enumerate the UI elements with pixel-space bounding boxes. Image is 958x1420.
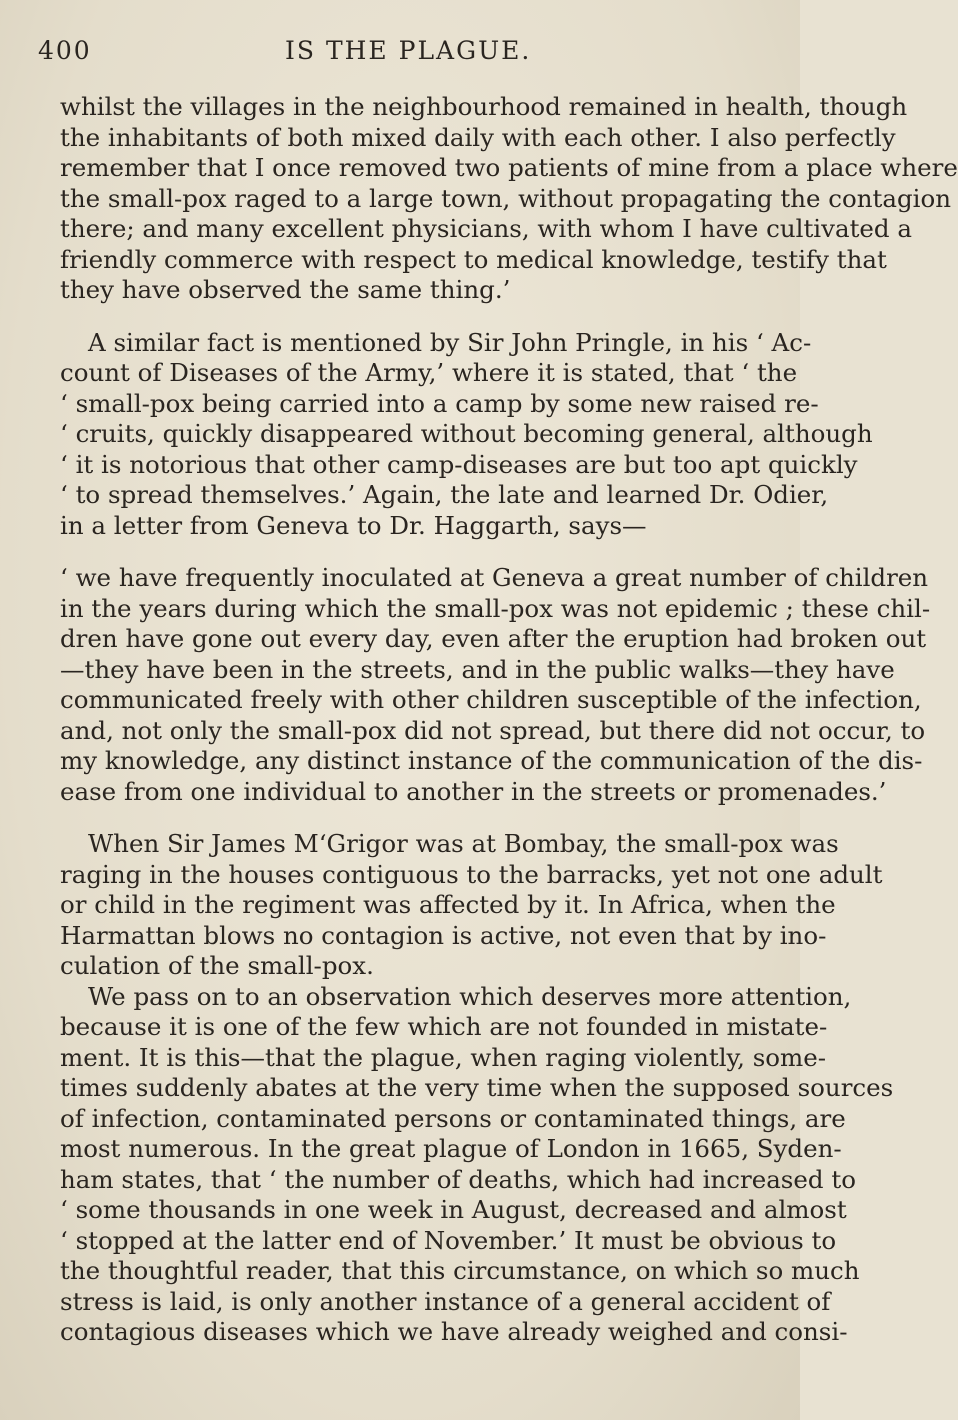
text-line: the small-pox raged to a large town, without propagating the contagion bbox=[60, 183, 952, 213]
text-line: contagious diseases which we have already weighed and consi- bbox=[60, 1317, 848, 1346]
text-line: in a letter from Geneva to Dr. Haggarth, says— bbox=[60, 510, 647, 540]
text-line: or child in the regiment was affected by it. In Africa, when the bbox=[60, 890, 836, 919]
text-line: most numerous. In the great plague of London in 1665, Syden- bbox=[60, 1134, 842, 1163]
text-line: ‘ to spread themselves.’ Again, the late and learned Dr. Odier, bbox=[60, 480, 829, 509]
text-line: the inhabitants of both mixed daily with each other. I also perfectly bbox=[60, 122, 896, 152]
text-line: communicated freely with other children susceptible of the infection, bbox=[60, 685, 922, 714]
paragraph-4 bbox=[60, 829, 883, 982]
paragraph-1 bbox=[60, 92, 958, 306]
text-line: of infection, contaminated persons or contaminated things, are bbox=[60, 1103, 846, 1133]
text-line: remember that I once removed two patients of mine from a place where bbox=[60, 153, 958, 182]
text-line: they have observed the same thing.’ bbox=[60, 275, 511, 304]
text-line: there; and many excellent physicians, with whom I have cultivated a bbox=[60, 214, 913, 243]
text-line: We pass on to an observation which deserves more attention, bbox=[88, 981, 852, 1011]
text-line: ‘ stopped at the latter end of November.’ It must be obvious to bbox=[60, 1225, 837, 1255]
text-line: ‘ it is notorious that other camp-diseases are but too apt quickly bbox=[60, 449, 858, 479]
text-line: friendly commerce with respect to medical knowledge, testify that bbox=[60, 244, 887, 274]
text-line: Harmattan blows no contagion is active, not even that by ino- bbox=[60, 920, 827, 950]
text-line: When Sir James M‘Grigor was at Bombay, the small-pox was bbox=[88, 829, 839, 858]
running-head: IS THE PLAGUE. bbox=[285, 36, 532, 65]
text-line: culation of the small-pox. bbox=[60, 951, 374, 980]
text-line: whilst the villages in the neighbourhood remained in health, though bbox=[60, 92, 908, 121]
text-line: dren have gone out every day, even after the eruption had broken out bbox=[60, 624, 927, 653]
text-line: my knowledge, any distinct instance of the communication of the dis- bbox=[60, 746, 923, 775]
text-line: ‘ cruits, quickly disappeared without becoming general, although bbox=[60, 419, 873, 448]
text-line: count of Diseases of the Army,’ where it is stated, that ‘ the bbox=[60, 358, 798, 387]
text-line: and, not only the small-pox did not spread, but there did not occur, to bbox=[60, 715, 926, 745]
text-line: —they have been in the streets, and in the public walks—they have bbox=[60, 654, 895, 684]
text-line: because it is one of the few which are not founded in mistate- bbox=[60, 1012, 828, 1041]
text-line: ease from one individual to another in the streets or promenades.’ bbox=[60, 776, 887, 806]
text-line: ment. It is this—that the plague, when raging violently, some- bbox=[60, 1042, 827, 1072]
text-line: A similar fact is mentioned by Sir John Pringle, in his ‘ Ac- bbox=[88, 327, 812, 357]
text-line: times suddenly abates at the very time when the supposed sources bbox=[60, 1073, 894, 1102]
text-line: ‘ some thousands in one week in August, decreased and almost bbox=[60, 1195, 847, 1224]
paragraph-3-quotation bbox=[60, 563, 931, 807]
paragraph-5 bbox=[60, 981, 894, 1348]
text-line: ‘ we have frequently inoculated at Geneva a great number of children bbox=[60, 563, 929, 592]
text-line: raging in the houses contiguous to the barracks, yet not one adult bbox=[60, 859, 883, 889]
text-line: stress is laid, is only another instance of a general accident of bbox=[60, 1286, 831, 1316]
text-line: ‘ small-pox being carried into a camp by some new raised re- bbox=[60, 388, 819, 418]
text-line: in the years during which the small-pox was not epidemic ; these chil- bbox=[60, 593, 931, 623]
paragraph-2 bbox=[60, 327, 873, 542]
text-line: ham states, that ‘ the number of deaths, which had increased to bbox=[60, 1164, 856, 1194]
body-text bbox=[60, 92, 958, 1348]
page-number: 400 bbox=[38, 36, 92, 65]
page-header bbox=[30, 36, 760, 76]
text-line: the thoughtful reader, that this circumstance, on which so much bbox=[60, 1256, 860, 1285]
